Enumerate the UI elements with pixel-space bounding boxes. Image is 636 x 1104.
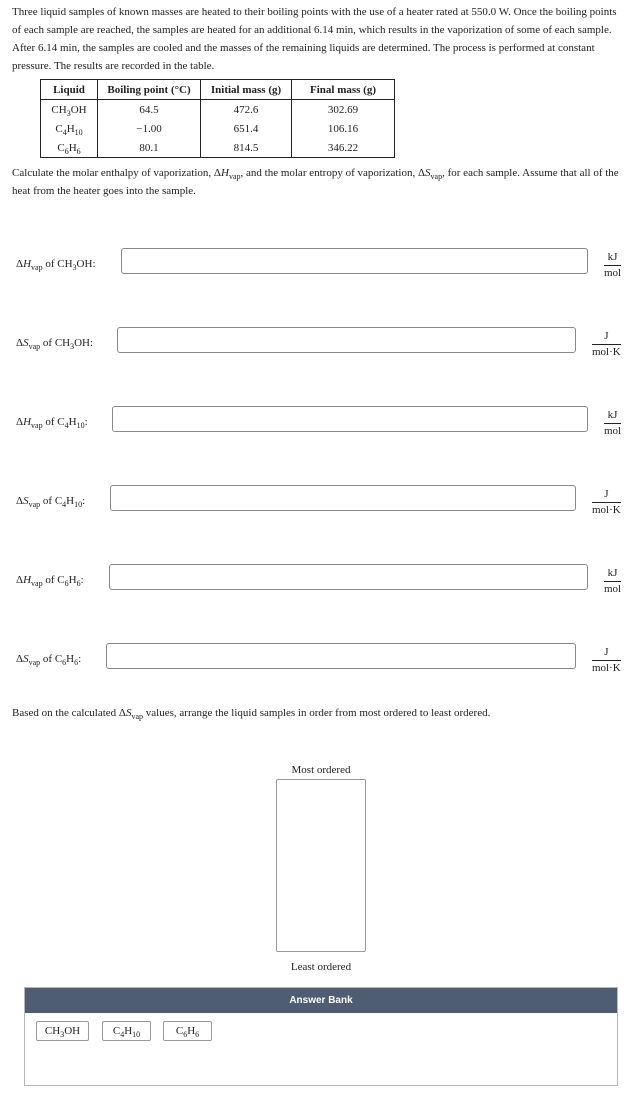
quantity-subscript: vap <box>31 263 43 272</box>
formula: $C_4H_{10}$ <box>54 495 83 509</box>
delta-symbol: Δ <box>16 574 24 586</box>
answer-input-ds-c6h6[interactable] <box>106 643 576 669</box>
unit-fraction <box>592 646 621 675</box>
cell-liquid: $CH_3OH$ <box>41 100 98 120</box>
label-colon: : <box>84 416 88 428</box>
quantity-subscript: vap <box>28 342 41 351</box>
unit-denominator: mol <box>604 583 622 595</box>
col-header-final-mass: Final mass (g) <box>292 80 395 100</box>
unit-numerator: J <box>592 646 621 661</box>
answer-bank <box>24 987 618 1086</box>
col-header-initial-mass: Initial mass (g) <box>201 80 292 100</box>
label-of: of <box>40 495 55 507</box>
unit-denominator: mol·K <box>592 662 621 674</box>
cell-boiling-point: −1.00 <box>98 119 201 138</box>
chip-label: $C_6H_6$ <box>175 1025 200 1039</box>
label-colon: : <box>92 258 96 270</box>
delta-symbol: Δ <box>16 653 24 665</box>
unit-denominator: mol <box>604 267 622 279</box>
data-table <box>40 79 395 158</box>
formula: $C_6H_6$ <box>57 574 81 588</box>
answer-input-ds-c4h10[interactable] <box>110 485 576 511</box>
prompt-text: , and the molar entropy of vaporization, Δ <box>240 167 426 179</box>
question-label <box>16 574 84 586</box>
cell-initial-mass: 814.5 <box>201 138 292 158</box>
label-colon: : <box>82 495 86 507</box>
unit-fraction <box>604 567 621 596</box>
formula: $CH_3OH$ <box>57 258 93 272</box>
answer-chip-ch3oh[interactable] <box>36 1021 89 1041</box>
unit-fraction <box>604 251 621 280</box>
unit-fraction <box>592 330 621 359</box>
prompt-symbol-h: H <box>220 167 229 179</box>
unit-fraction <box>592 488 621 517</box>
prompt-text: Calculate the molar enthalpy of vaporization, Δ <box>12 167 221 179</box>
question-label <box>16 258 96 270</box>
label-of: of <box>40 337 55 349</box>
prompt-text: values, arrange the liquid samples in order from most ordered to least ordered. <box>143 707 491 719</box>
delta-symbol: Δ <box>16 258 24 270</box>
prompt-sub-vap: vap <box>430 172 443 181</box>
answer-input-dh-c4h10[interactable] <box>112 406 588 432</box>
question-label <box>16 416 88 428</box>
label-of: of <box>42 258 58 270</box>
unit-denominator: mol <box>604 425 622 437</box>
question-row-dh-c4h10 <box>0 406 636 446</box>
cell-initial-mass: 472.6 <box>201 100 292 120</box>
col-header-boiling-point: Boiling point (°C) <box>98 80 201 100</box>
unit-numerator: kJ <box>604 409 621 424</box>
quantity-symbol: S <box>23 653 29 665</box>
label-of: of <box>40 653 55 665</box>
question-label <box>16 337 93 349</box>
chip-label: $CH_3OH$ <box>44 1025 81 1039</box>
prompt-text: , for each sample. Assume that all of the heat from the heater goes into the sample. <box>12 167 619 197</box>
quantity-symbol: H <box>23 258 32 270</box>
chip-label: $C_4H_{10}$ <box>112 1025 141 1039</box>
cell-final-mass: 106.16 <box>292 119 395 138</box>
quantity-symbol: S <box>23 337 29 349</box>
cell-liquid: $C_4H_{10}$ <box>41 119 98 138</box>
quantity-symbol: H <box>23 416 32 428</box>
least-ordered-label: Least ordered <box>290 961 352 973</box>
cell-final-mass: 302.69 <box>292 100 395 120</box>
label-colon: : <box>80 574 84 586</box>
question-label <box>16 653 81 665</box>
delta-symbol: Δ <box>16 416 24 428</box>
answer-input-dh-ch3oh[interactable] <box>121 248 588 274</box>
quantity-subscript: vap <box>28 500 41 509</box>
unit-numerator: J <box>592 488 621 503</box>
answer-input-ds-ch3oh[interactable] <box>117 327 576 353</box>
unit-denominator: mol·K <box>592 346 621 358</box>
formula: $CH_3OH$ <box>54 337 90 351</box>
cell-liquid: $C_6H_6$ <box>41 138 98 158</box>
formula: $C_6H_6$ <box>54 653 79 667</box>
question-row-ds-c6h6 <box>0 643 636 683</box>
answer-input-dh-c6h6[interactable] <box>109 564 588 590</box>
label-colon: : <box>89 337 94 349</box>
question-row-dh-ch3oh <box>0 248 636 288</box>
label-of: of <box>42 416 58 428</box>
quantity-symbol: H <box>23 574 32 586</box>
delta-symbol: Δ <box>16 337 24 349</box>
prompt-symbol-s: S <box>425 167 431 179</box>
question-prompt <box>12 164 624 200</box>
prompt-symbol-s: S <box>125 707 132 719</box>
prompt-sub-vap: vap <box>228 172 241 181</box>
delta-symbol: Δ <box>16 495 24 507</box>
table-row <box>41 100 395 120</box>
label-colon: : <box>78 653 82 665</box>
ranking-drop-zone[interactable] <box>276 779 366 952</box>
question-row-ds-c4h10 <box>0 485 636 525</box>
cell-boiling-point: 80.1 <box>98 138 201 158</box>
prompt-sub-vap: vap <box>131 712 144 721</box>
unit-fraction <box>604 409 621 438</box>
ranking-prompt <box>12 707 490 719</box>
problem-intro: Three liquid samples of known masses are heated to their boiling points with the use of a heater rated at 550.0 W. Once the boiling points of each sample are reached, the samples are heated for an additional 6.14 min, which results in the vaporization of some of each sample. After 6.14 min, the samples are cooled and the masses of the remaining liquids are determined. The process is performed at constant pressure. The results are recorded in the table. <box>12 6 617 72</box>
most-ordered-label: Most ordered <box>291 764 351 776</box>
col-header-liquid: Liquid <box>41 80 98 100</box>
unit-denominator: mol·K <box>592 504 621 516</box>
prompt-text: Based on the calculated Δ <box>12 707 126 719</box>
question-row-dh-c6h6 <box>0 564 636 604</box>
quantity-subscript: vap <box>31 579 43 588</box>
unit-numerator: J <box>592 330 621 345</box>
unit-numerator: kJ <box>604 251 621 266</box>
formula: $C_4H_{10}$ <box>57 416 85 430</box>
cell-final-mass: 346.22 <box>292 138 395 158</box>
cell-initial-mass: 651.4 <box>201 119 292 138</box>
quantity-subscript: vap <box>28 658 41 667</box>
quantity-subscript: vap <box>31 421 43 430</box>
question-label <box>16 495 85 507</box>
table-header-row <box>41 80 395 100</box>
answer-chip-c4h10[interactable] <box>102 1021 151 1041</box>
answer-chip-c6h6[interactable] <box>163 1021 212 1041</box>
cell-boiling-point: 64.5 <box>98 100 201 120</box>
label-of: of <box>42 574 58 586</box>
table-row <box>41 119 395 138</box>
table-row <box>41 138 395 158</box>
question-row-ds-ch3oh <box>0 327 636 367</box>
answer-bank-title: Answer Bank <box>25 988 617 1013</box>
quantity-symbol: S <box>23 495 29 507</box>
unit-numerator: kJ <box>604 567 621 582</box>
